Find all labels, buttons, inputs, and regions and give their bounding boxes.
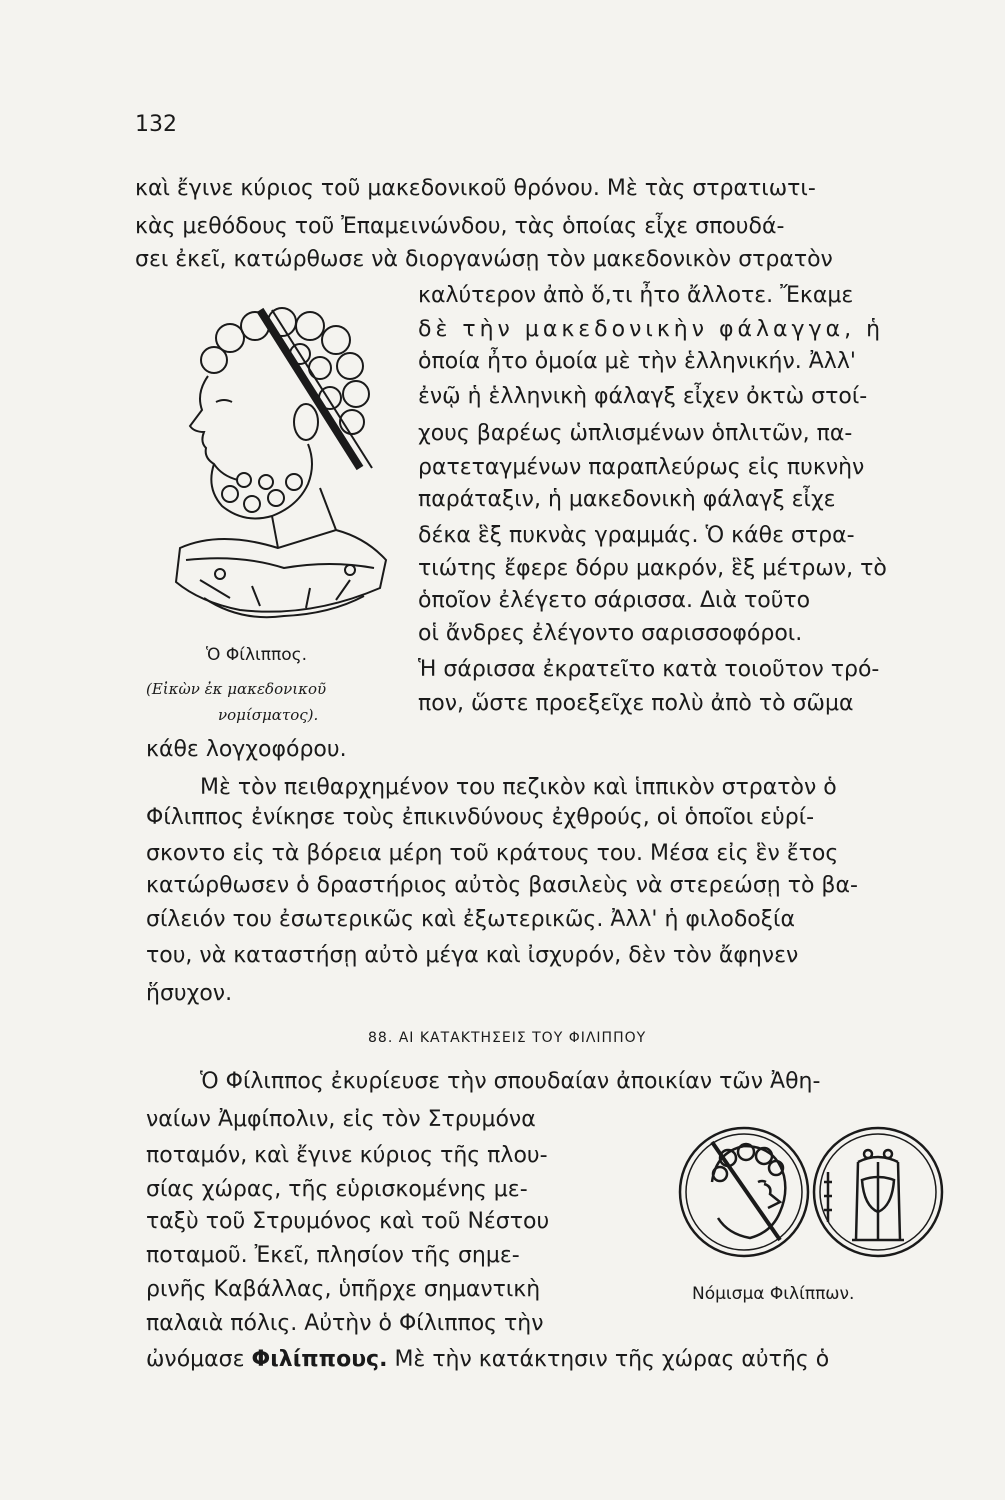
text-line: ἐνῷ ἡ ἑλληνικὴ φάλαγξ εἶχεν ὀκτὼ στοί- bbox=[418, 384, 868, 409]
text-line: Ὁ Φίλιππος ἐκυρίευσε τὴν σπουδαίαν ἀποικίαν τῶν Ἀθη- bbox=[200, 1069, 821, 1094]
portrait-caption-note: (Εἰκὼν ἐκ μακεδονικοῦ bbox=[146, 680, 327, 698]
text-line: ναίων Ἀμφίπολιν, εἰς τὸν Στρυμόνα bbox=[146, 1107, 536, 1132]
text-line: ὁποῖον ἐλέγετο σάρισσα. Διὰ τοῦτο bbox=[418, 588, 811, 613]
coin-caption: Νόμισμα Φιλίππων. bbox=[692, 1284, 855, 1304]
text-line: ρινῆς Καβάλλας, ὑπῆρχε σημαντικὴ bbox=[146, 1277, 541, 1302]
text-line: ρατεταγμένων παραπλεύρως εἰς πυκνὴν bbox=[418, 455, 865, 480]
text-run: Μὲ τὴν κατάκτησιν τῆς χώρας αὐτῆς ὁ bbox=[387, 1347, 830, 1372]
text-line: κάθε λογχοφόρου. bbox=[146, 737, 347, 762]
portrait-caption-note: νομίσματος). bbox=[218, 706, 319, 724]
text-line: ὁποία ἦτο ὁμοία μὲ τὴν ἑλληνικήν. Ἀλλ' bbox=[418, 349, 856, 374]
text-line: ταξὺ τοῦ Στρυμόνος καὶ τοῦ Νέστου bbox=[146, 1209, 550, 1234]
coin-illustration bbox=[672, 1122, 962, 1262]
text-line: οἱ ἄνδρες ἐλέγοντο σαρισσοφόροι. bbox=[418, 621, 803, 646]
text-line: Ἡ σάρισσα ἐκρατεῖτο κατὰ τοιοῦτον τρό- bbox=[418, 657, 880, 682]
text-line: ποταμοῦ. Ἐκεῖ, πλησίον τῆς σημε- bbox=[146, 1243, 520, 1268]
text-line: ποταμόν, καὶ ἔγινε κύριος τῆς πλου- bbox=[146, 1143, 548, 1168]
portrait-caption: Ὁ Φίλιππος. bbox=[206, 645, 308, 665]
text-line: σει ἐκεῖ, κατώρθωσε νὰ διοργανώσῃ τὸν μακεδονικὸν στρατὸν bbox=[135, 247, 833, 272]
text-line: κατώρθωσεν ὁ δραστήριος αὐτὸς βασιλεὺς νὰ στερεώσῃ τὸ βα- bbox=[146, 873, 858, 898]
text-line: χους βαρέως ὡπλισμένων ὁπλιτῶν, πα- bbox=[418, 421, 853, 446]
text-line: κὰς μεθόδους τοῦ Ἐπαμεινώνδου, τὰς ὁποίας εἶχε σπουδά- bbox=[135, 214, 785, 239]
text-line: ἥσυχον. bbox=[146, 981, 233, 1006]
text-line: δὲ τὴν μακεδονικὴν φάλαγγα, ἡ bbox=[418, 317, 885, 342]
text-line: παράταξιν, ἡ μακεδονικὴ φάλαγξ εἶχε bbox=[418, 487, 836, 512]
text-line: καλύτερον ἀπὸ ὅ,τι ἦτο ἄλλοτε. Ἔκαμε bbox=[418, 283, 854, 308]
text-line: σκοντο εἰς τὰ βόρεια μέρη τοῦ κράτους του. Μέσα εἰς ἓν ἔτος bbox=[146, 841, 839, 866]
text-run: ὠνόμασε bbox=[146, 1347, 252, 1372]
bold-place-name: Φιλίππους. bbox=[251, 1347, 388, 1372]
text-line: Φίλιππος ἐνίκησε τοὺς ἐπικινδύνους ἐχθρούς, οἱ ὁποῖοι εὑρί- bbox=[146, 805, 815, 830]
text-line: σίας χώρας, τῆς εὑρισκομένης με- bbox=[146, 1177, 528, 1202]
text-line: παλαιὰ πόλις. Αὐτὴν ὁ Φίλιππος τὴν bbox=[146, 1311, 544, 1336]
text-line: του, νὰ καταστήσῃ αὐτὸ μέγα καὶ ἰσχυρόν, δὲν τὸν ἄφηνεν bbox=[146, 943, 799, 968]
text-line: καὶ ἔγινε κύριος τοῦ μακεδονικοῦ θρόνου. Μὲ τὰς στρατιωτι- bbox=[135, 176, 816, 201]
text-line: σίλειόν του ἐσωτερικῶς καὶ ἐξωτερικῶς. Ἀλλ' ἡ φιλοδοξία bbox=[146, 907, 795, 932]
text-line: πον, ὥστε προεξεῖχε πολὺ ἀπὸ τὸ σῶμα bbox=[418, 691, 854, 716]
text-line-with-bold bbox=[146, 1346, 829, 1374]
philip-portrait-illustration bbox=[160, 298, 400, 628]
section-heading: 88. ΑΙ ΚΑΤΑΚΤΗΣΕΙΣ ΤΟΥ ΦΙΛΙΠΠΟΥ bbox=[368, 1030, 647, 1046]
text-line: Μὲ τὸν πειθαρχημένον του πεζικὸν καὶ ἱππικὸν στρατὸν ὁ bbox=[200, 775, 837, 800]
text-line: τιώτης ἔφερε δόρυ μακρόν, ἓξ μέτρων, τὸ bbox=[418, 556, 887, 581]
page-number: 132 bbox=[135, 112, 177, 137]
text-line: δέκα ἓξ πυκνὰς γραμμάς. Ὁ κάθε στρα- bbox=[418, 523, 855, 548]
